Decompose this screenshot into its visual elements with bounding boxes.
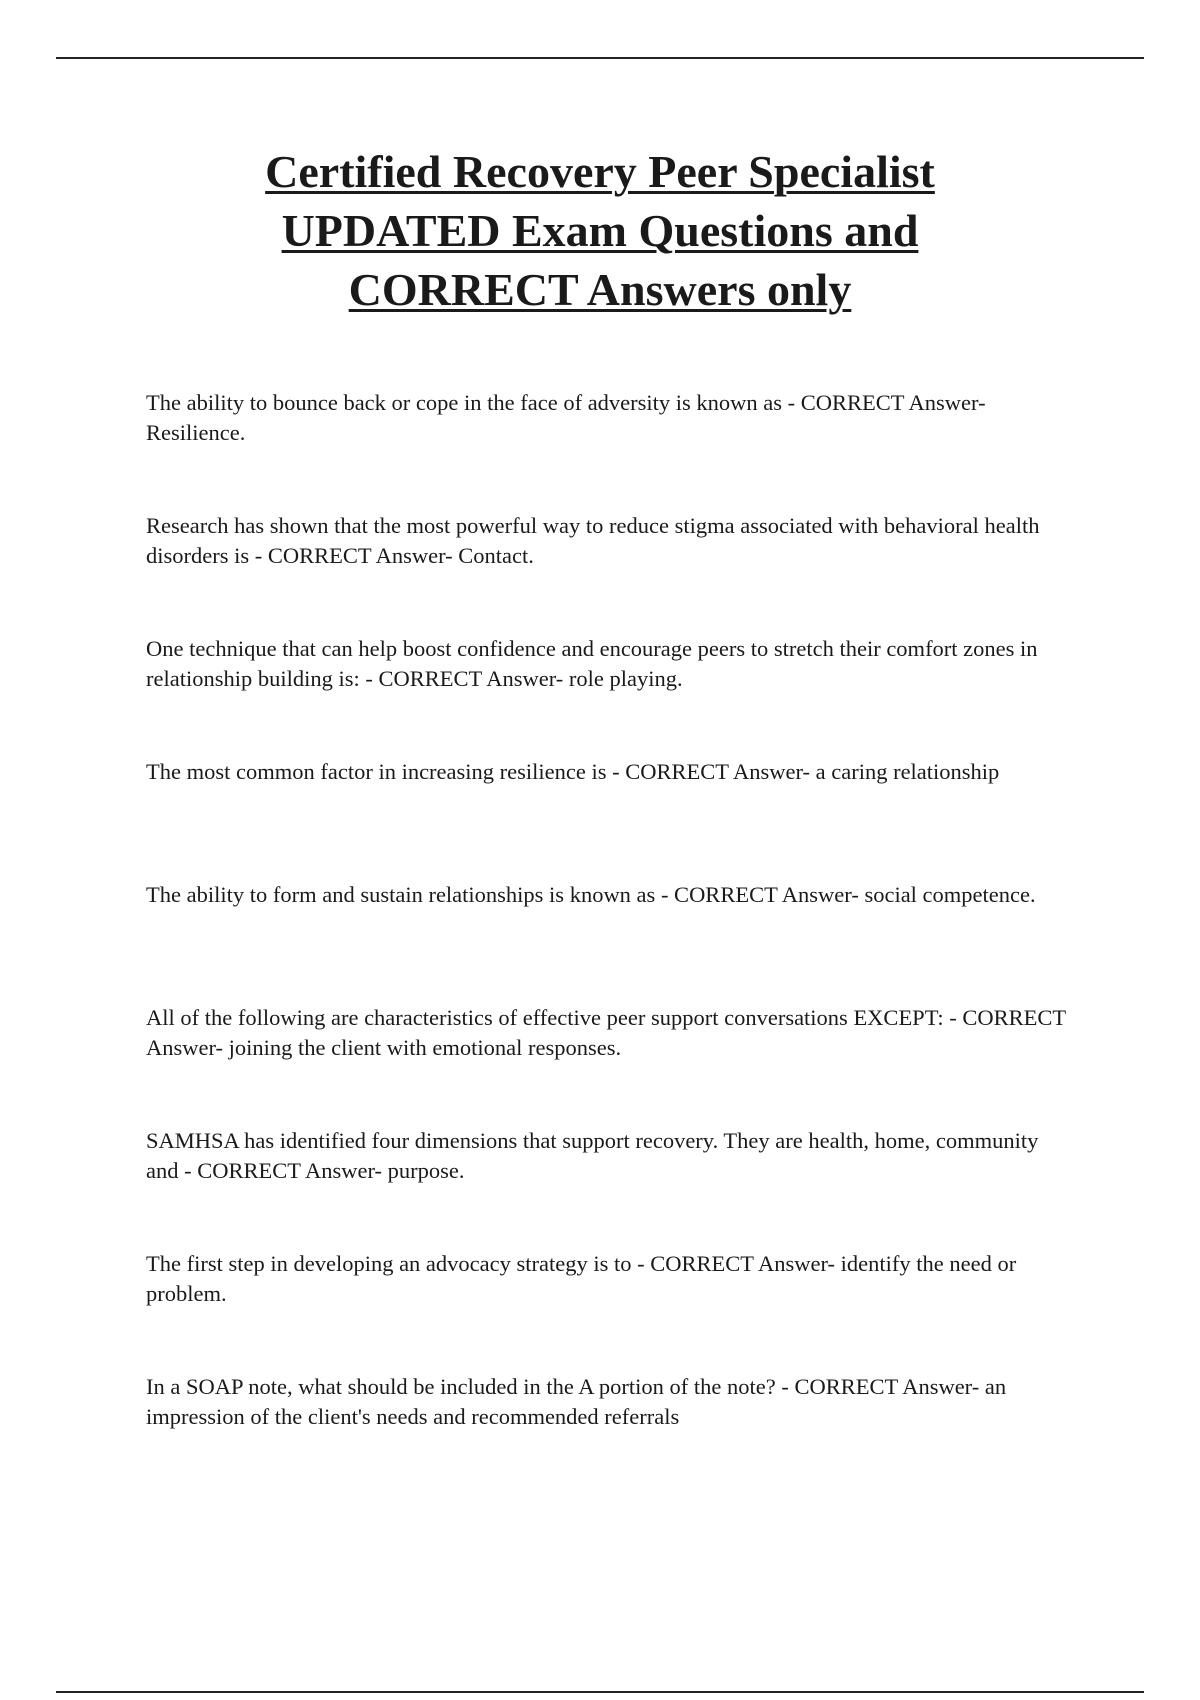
question-text: The ability to form and sustain relationships is known as [146, 882, 656, 907]
qa-item [146, 1126, 1066, 1249]
qa-item [146, 1249, 1066, 1372]
answer-text: purpose. [387, 1158, 465, 1183]
answer-text: role playing. [568, 666, 683, 691]
document-title [150, 142, 1050, 319]
answer-marker: - CORRECT Answer- [787, 390, 986, 415]
qa-item [146, 1372, 1066, 1495]
answer-marker: - CORRECT Answer- [612, 759, 810, 784]
qa-list [146, 388, 1066, 1495]
answer-text: Resilience. [146, 420, 246, 445]
question-text: The ability to bounce back or cope in the face of adversity is known as [146, 390, 783, 415]
question-text: SAMHSA has identified four dimensions that support recovery. They are health, home, community and [146, 1128, 1039, 1183]
qa-item [146, 511, 1066, 634]
qa-item [146, 880, 1066, 1003]
answer-marker: - CORRECT Answer- [146, 1005, 1066, 1060]
question-text: Research has shown that the most powerful way to reduce stigma associated with behavioral health disorders is [146, 513, 1040, 568]
answer-marker: - CORRECT Answer- [365, 666, 564, 691]
question-text: The most common factor in increasing resilience is [146, 759, 607, 784]
answer-marker: - CORRECT Answer- [254, 543, 453, 568]
answer-text: Contact. [458, 543, 534, 568]
answer-marker: - CORRECT Answer- [184, 1158, 383, 1183]
answer-marker: - CORRECT Answer- [660, 882, 859, 907]
question-text: One technique that can help boost confidence and encourage peers to stretch their comfort zones in relationship building is: [146, 636, 1038, 691]
qa-item [146, 757, 1066, 880]
question-text: All of the following are characteristics of effective peer support conversations EXCEPT: [146, 1005, 944, 1030]
qa-item [146, 634, 1066, 757]
question-text: The first step in developing an advocacy strategy is to [146, 1251, 632, 1276]
qa-item [146, 388, 1066, 511]
top-rule [56, 57, 1144, 59]
answer-text: social competence. [864, 882, 1036, 907]
answer-text: joining the client with emotional responses. [228, 1035, 622, 1060]
answer-marker: - CORRECT Answer- [781, 1374, 980, 1399]
bottom-rule [56, 1691, 1144, 1693]
title-line: Certified Recovery Peer Specialist [265, 146, 935, 197]
title-line: UPDATED Exam Questions and [281, 205, 919, 256]
qa-item [146, 1003, 1066, 1126]
answer-marker: - CORRECT Answer- [637, 1251, 836, 1276]
title-line: CORRECT Answers only [348, 264, 852, 315]
answer-text: an impression of the client's needs and recommended referrals [146, 1374, 1007, 1429]
answer-text: a caring relationship [815, 759, 1000, 784]
answer-text: identify the need or problem. [146, 1251, 1017, 1306]
question-text: In a SOAP note, what should be included in the A portion of the note? [146, 1374, 776, 1399]
